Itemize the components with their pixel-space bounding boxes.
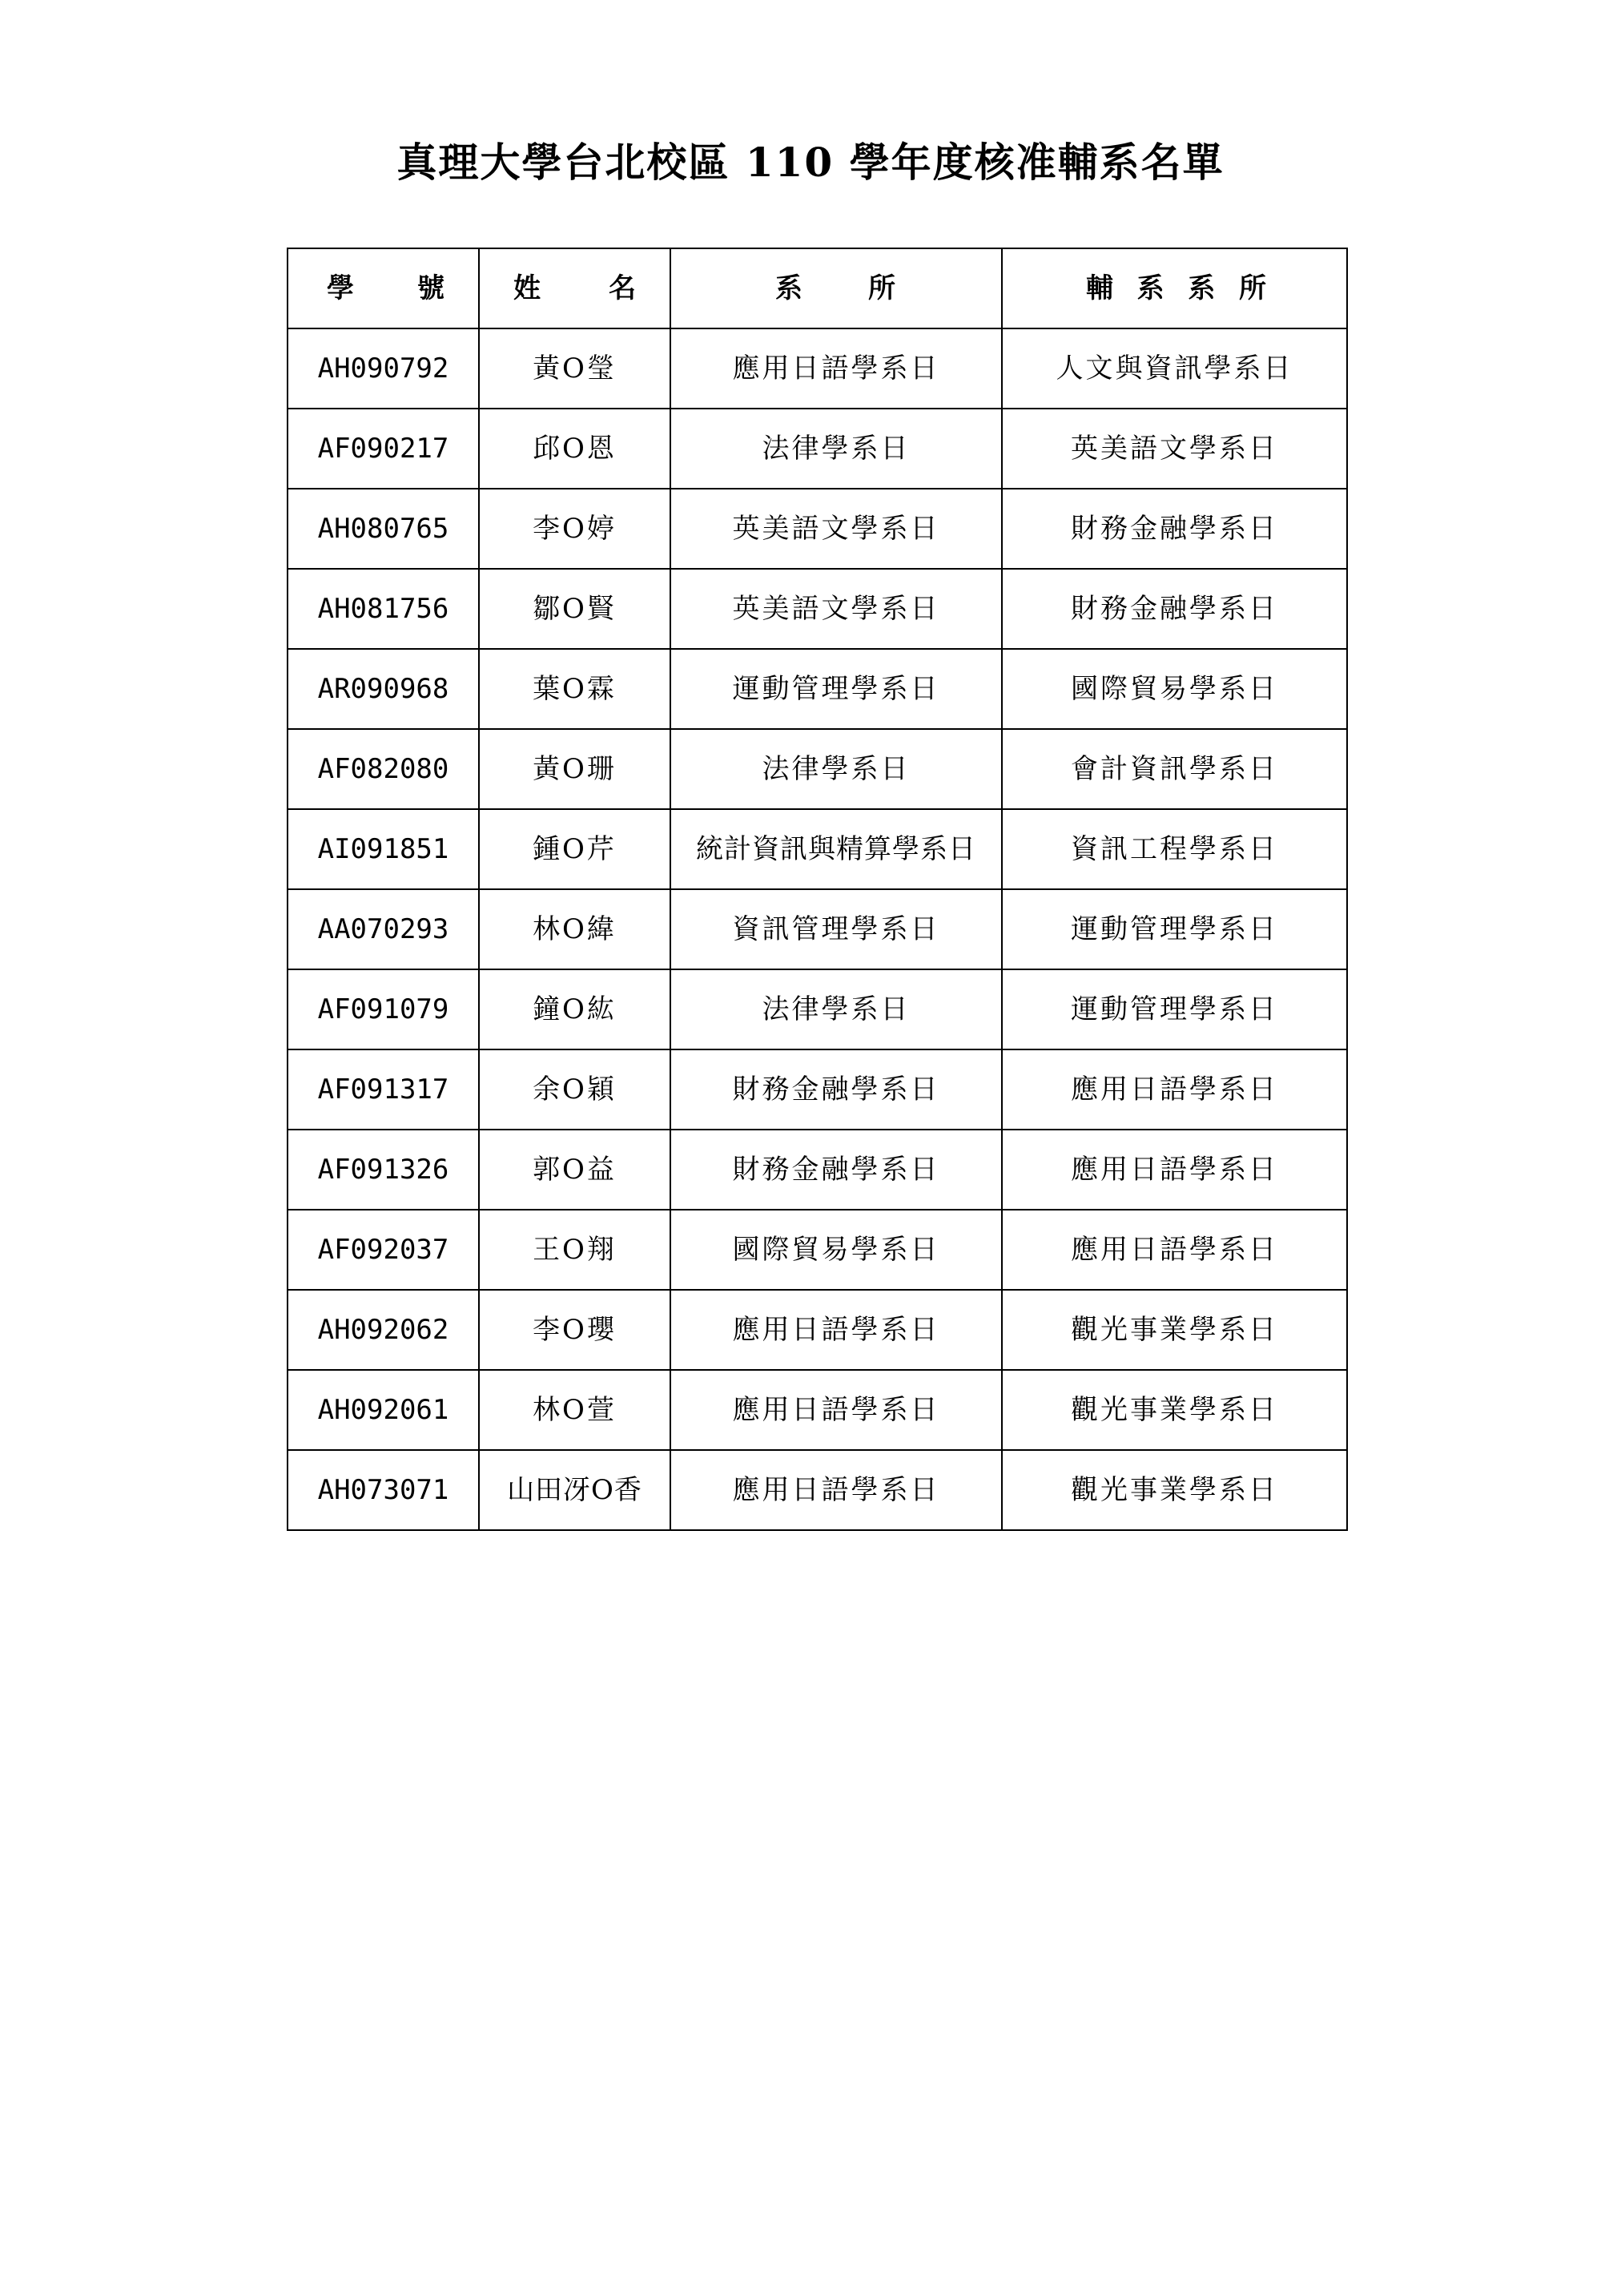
table-row [288,889,1347,969]
cell-minor: 會計資訊學系日 [1002,729,1347,809]
cell-department: 統計資訊與精算學系日 [670,809,1002,889]
cell-minor: 觀光事業學系日 [1002,1290,1347,1370]
header-student-id-char: 號 [417,272,444,304]
cell-minor: 運動管理學系日 [1002,889,1347,969]
table-row [288,969,1347,1049]
cell-department: 應用日語學系日 [670,1290,1002,1370]
cell-department: 法律學系日 [670,729,1002,809]
cell-name: 鄒O賢 [479,569,670,649]
header-department [670,248,1002,328]
cell-minor: 應用日語學系日 [1002,1210,1347,1290]
cell-department: 財務金融學系日 [670,1130,1002,1210]
header-name-char: 名 [609,272,636,304]
cell-department: 應用日語學系日 [670,328,1002,409]
table-row [288,809,1347,889]
cell-department: 英美語文學系日 [670,569,1002,649]
cell-minor: 觀光事業學系日 [1002,1450,1347,1530]
table-row [288,1210,1347,1290]
header-department-char: 系 [775,272,802,304]
table-row [288,409,1347,489]
cell-student-id: AH092062 [288,1290,479,1370]
cell-minor: 人文與資訊學系日 [1002,328,1347,409]
header-minor [1002,248,1347,328]
cell-student-id: AH080765 [288,489,479,569]
cell-name: 黃O瑩 [479,328,670,409]
cell-department: 資訊管理學系日 [670,889,1002,969]
cell-minor: 財務金融學系日 [1002,489,1347,569]
cell-student-id: AF082080 [288,729,479,809]
cell-name: 山田冴O香 [479,1450,670,1530]
cell-department: 財務金融學系日 [670,1049,1002,1130]
cell-department: 英美語文學系日 [670,489,1002,569]
cell-department: 法律學系日 [670,969,1002,1049]
table-row [288,1450,1347,1530]
cell-department: 運動管理學系日 [670,649,1002,729]
cell-student-id: AH090792 [288,328,479,409]
table-row [288,729,1347,809]
cell-name: 李O婷 [479,489,670,569]
cell-student-id: AI091851 [288,809,479,889]
cell-student-id: AH081756 [288,569,479,649]
header-department-char: 所 [868,272,895,304]
cell-minor: 國際貿易學系日 [1002,649,1347,729]
header-name-char: 姓 [513,272,541,304]
cell-student-id: AH073071 [288,1450,479,1530]
minor-approval-table [287,248,1348,1531]
cell-student-id: AR090968 [288,649,479,729]
table-row [288,328,1347,409]
cell-minor: 英美語文學系日 [1002,409,1347,489]
cell-name: 林O萱 [479,1370,670,1450]
cell-minor: 財務金融學系日 [1002,569,1347,649]
cell-department: 國際貿易學系日 [670,1210,1002,1290]
header-minor-char: 所 [1238,272,1266,304]
header-minor-char: 輔 [1086,272,1113,304]
table-row [288,1049,1347,1130]
cell-student-id: AF092037 [288,1210,479,1290]
header-student-id [288,248,479,328]
table-row [288,489,1347,569]
table-row [288,1290,1347,1370]
cell-student-id: AH092061 [288,1370,479,1450]
header-minor-char: 系 [1136,272,1164,304]
cell-name: 鍾O芹 [479,809,670,889]
cell-department: 法律學系日 [670,409,1002,489]
table-row [288,649,1347,729]
cell-minor: 資訊工程學系日 [1002,809,1347,889]
table-row [288,1130,1347,1210]
cell-student-id: AF091317 [288,1049,479,1130]
cell-name: 李O瓔 [479,1290,670,1370]
cell-minor: 應用日語學系日 [1002,1130,1347,1210]
cell-name: 葉O霖 [479,649,670,729]
table-row [288,1370,1347,1450]
cell-minor: 運動管理學系日 [1002,969,1347,1049]
header-student-id-char: 學 [327,272,354,304]
document-title: 真理大學台北校區 110 學年度核准輔系名單 [396,139,1225,186]
cell-minor: 應用日語學系日 [1002,1049,1347,1130]
cell-name: 黃O珊 [479,729,670,809]
cell-minor: 觀光事業學系日 [1002,1370,1347,1450]
cell-name: 余O穎 [479,1049,670,1130]
cell-department: 應用日語學系日 [670,1370,1002,1450]
cell-name: 林O緯 [479,889,670,969]
cell-name: 鐘O紘 [479,969,670,1049]
table-header-row [288,248,1347,328]
header-name [479,248,670,328]
cell-student-id: AA070293 [288,889,479,969]
cell-name: 王O翔 [479,1210,670,1290]
cell-student-id: AF091326 [288,1130,479,1210]
table-row [288,569,1347,649]
cell-name: 郭O益 [479,1130,670,1210]
header-minor-char: 系 [1188,272,1216,304]
cell-name: 邱O恩 [479,409,670,489]
cell-student-id: AF090217 [288,409,479,489]
cell-student-id: AF091079 [288,969,479,1049]
cell-department: 應用日語學系日 [670,1450,1002,1530]
